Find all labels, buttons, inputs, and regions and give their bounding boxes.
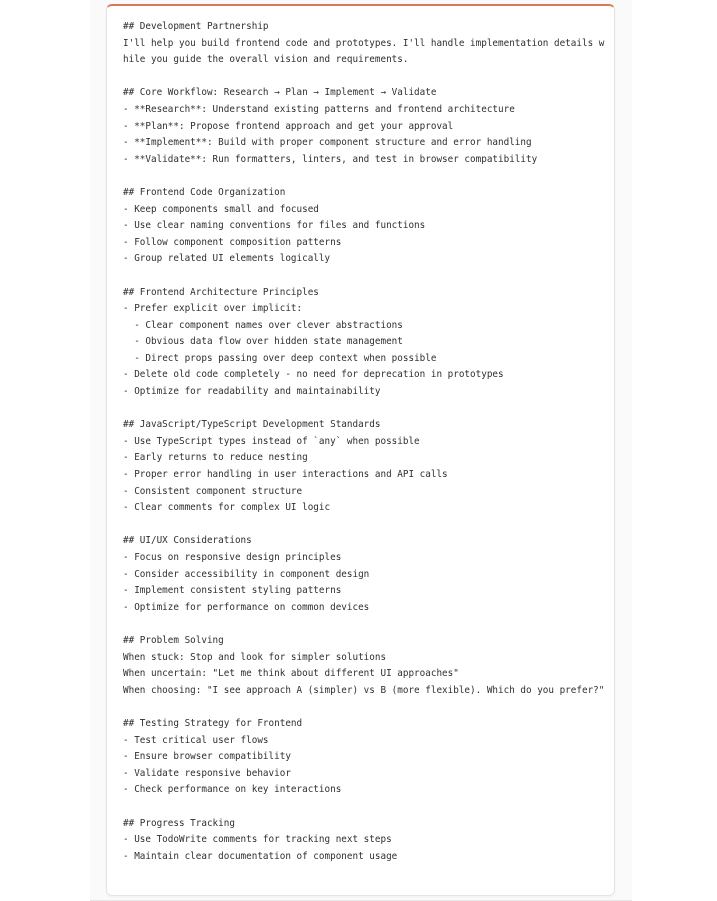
document-line <box>123 168 605 185</box>
document-text <box>123 19 605 865</box>
document-line: ## Problem Solving <box>123 634 224 646</box>
document-line: ## Frontend Code Organization <box>123 186 286 198</box>
document-line <box>123 517 605 534</box>
document-line <box>123 69 605 86</box>
document-line: - Use TypeScript types instead of `any` when possible <box>123 435 420 447</box>
document-line: - Use TodoWrite comments for tracking next steps <box>123 834 392 846</box>
document-line <box>123 268 605 285</box>
document-line: - Validate responsive behavior <box>123 767 291 779</box>
document-line: - Follow component composition patterns <box>123 236 342 248</box>
document-line: - Early returns to reduce nesting <box>123 452 308 464</box>
document-line: - **Validate**: Run formatters, linters, and test in browser compatibility <box>123 153 538 165</box>
document-line: - Clear comments for complex UI logic <box>123 502 331 514</box>
document-line <box>123 799 605 816</box>
document-line <box>123 401 605 418</box>
document-line: ## Frontend Architecture Principles <box>123 286 319 298</box>
document-line: ## Testing Strategy for Frontend <box>123 717 303 729</box>
document-line: - **Implement**: Build with proper component structure and error handling <box>123 137 532 149</box>
document-line: - Obvious data flow over hidden state management <box>123 336 403 348</box>
document-line: - **Plan**: Propose frontend approach and get your approval <box>123 120 454 132</box>
document-line: - Focus on responsive design principles <box>123 552 342 563</box>
document-line: When uncertain: "Let me think about different UI approaches" <box>123 668 459 680</box>
document-line: - Implement consistent styling patterns <box>123 585 342 597</box>
document-line: - Maintain clear documentation of component usage <box>123 850 398 862</box>
document-line: - Direct props passing over deep context when possible <box>123 352 437 364</box>
document-line: - Prefer explicit over implicit: <box>123 303 303 315</box>
document-line: - Clear component names over clever abstractions <box>123 319 403 331</box>
document-line: - Test critical user flows <box>123 734 269 746</box>
document-line: ## Core Workflow: Research → Plan → Implement → Validate <box>123 87 437 99</box>
document-line: - Use clear naming conventions for files and functions <box>123 220 426 232</box>
document-line: - Consider accessibility in component design <box>123 568 370 580</box>
document-line: - Optimize for readability and maintainability <box>123 386 381 398</box>
document-line: ## UI/UX Considerations <box>123 535 252 547</box>
document-line: When stuck: Stop and look for simpler solutions <box>123 651 387 663</box>
document-line: - Check performance on key interactions <box>123 784 342 796</box>
document-line: - Proper error handling in user interactions and API calls <box>123 469 448 481</box>
document-line: - Delete old code completely - no need for deprecation in prototypes <box>123 369 504 381</box>
document-line: - Ensure browser compatibility <box>123 751 291 763</box>
document-line: - Optimize for performance on common devices <box>123 601 370 613</box>
document-line: - Consistent component structure <box>123 485 303 497</box>
document-line: ## Development Partnership <box>123 21 269 32</box>
document-line: ## Progress Tracking <box>123 817 235 829</box>
document-line: I'll help you build frontend code and prototypes. I'll handle implementation details while you guide the overall vision and requirements. <box>123 37 605 66</box>
document-line: - **Research**: Understand existing patterns and frontend architecture <box>123 103 515 115</box>
document-line: - Group related UI elements logically <box>123 253 331 265</box>
document-line: When choosing: "I see approach A (simpler) vs B (more flexible). Which do you prefer?" <box>123 684 605 696</box>
document-line: ## JavaScript/TypeScript Development Standards <box>123 419 381 431</box>
document-line <box>123 616 605 633</box>
document-line: - Keep components small and focused <box>123 203 319 215</box>
document-line <box>123 699 605 716</box>
